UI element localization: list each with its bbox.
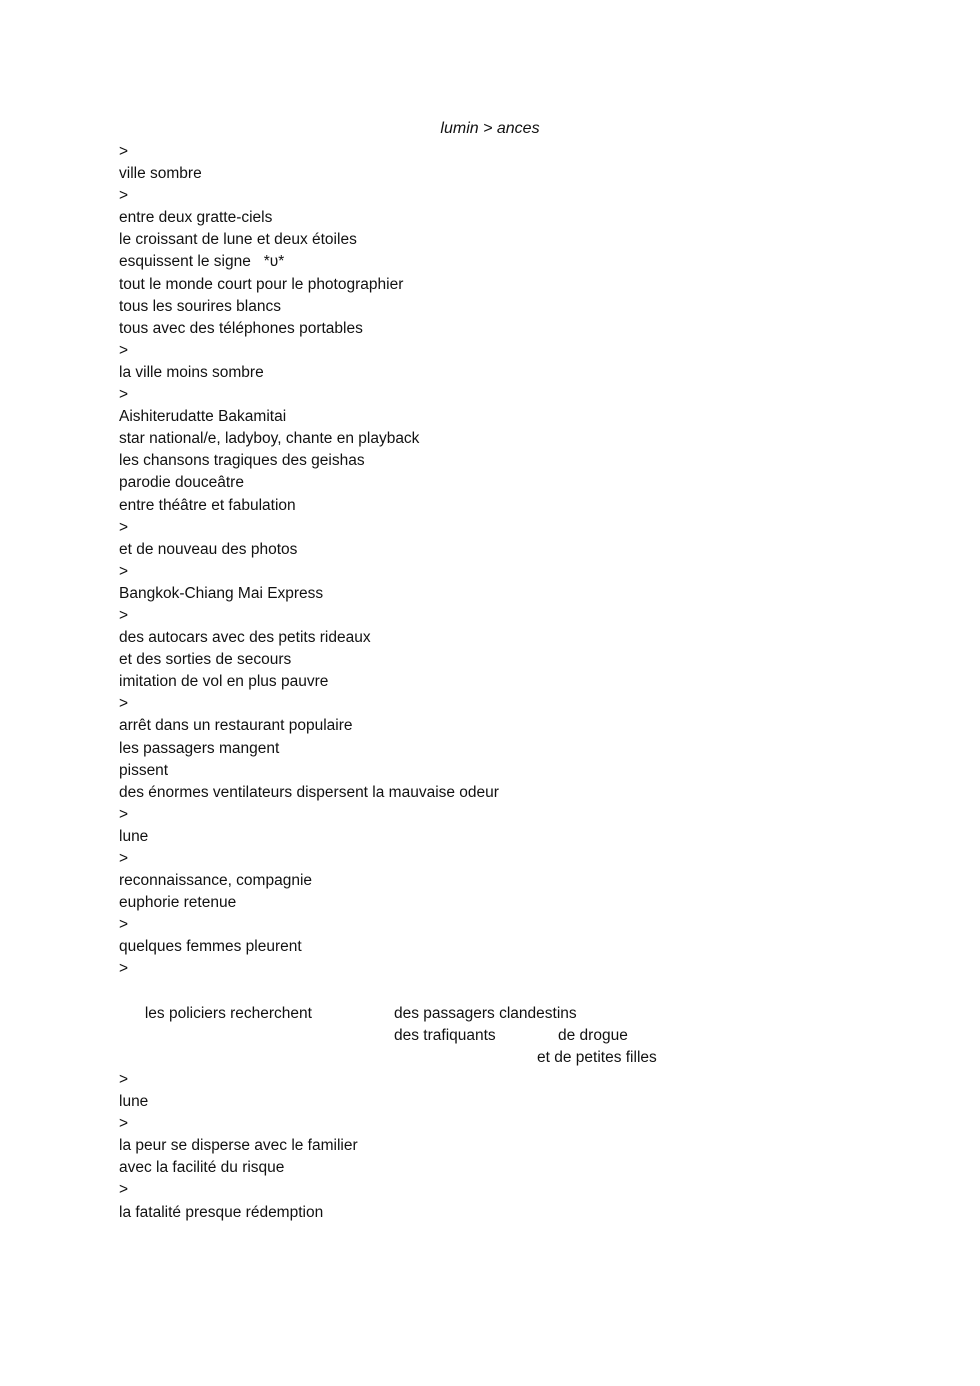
poem-line: arrêt dans un restaurant populaire: [119, 717, 353, 735]
poem-line: entre deux gratte-ciels: [119, 209, 273, 227]
split-line-police: [119, 981, 879, 1022]
poem-line: la fatalité presque rédemption: [119, 1203, 324, 1221]
poem-line: lune: [119, 827, 149, 845]
poem-line: >: [119, 916, 129, 934]
poem-line: >: [119, 1181, 129, 1199]
poem-line: tous avec des téléphones portables: [119, 319, 363, 337]
clandestins-text: des passagers clandestins: [394, 1004, 577, 1022]
poem-line: >: [119, 518, 129, 536]
poem-line: la peur se disperse avec le familier: [119, 1137, 358, 1155]
drogue-text: de drogue: [558, 1026, 628, 1044]
poem-line: pissent: [119, 761, 169, 779]
poem-line: euphorie retenue: [119, 894, 237, 912]
poem-line: parodie douceâtre: [119, 474, 244, 492]
poem-line: entre théâtre et fabulation: [119, 496, 296, 514]
poem-line: >: [119, 341, 129, 359]
poem-line: Aishiterudatte Bakamitai: [119, 408, 287, 426]
poem-line: >: [119, 850, 129, 867]
poem-line: >: [119, 960, 129, 978]
poem-line: des autocars avec des petits rideaux: [119, 629, 371, 647]
poem-line: et de nouveau des photos: [119, 540, 298, 558]
split-line-filles: [119, 1025, 879, 1066]
poem-line: la ville moins sombre: [119, 363, 264, 381]
poem-line: Bangkok-Chiang Mai Express: [119, 584, 324, 602]
poem-line: >: [119, 695, 129, 713]
poem-line: le croissant de lune et deux étoiles: [119, 231, 357, 249]
poem-line: >: [119, 386, 129, 404]
poem-line: >: [119, 606, 129, 624]
poem-line: lune: [119, 1093, 149, 1111]
filles-text: et de petites filles: [537, 1048, 657, 1066]
poem-line: et des sorties de secours: [119, 651, 292, 669]
poem-line: >: [119, 187, 129, 205]
poem-line: >: [119, 805, 129, 823]
poem-line: ville sombre: [119, 165, 202, 183]
poem-title: lumin > ances: [440, 120, 540, 137]
poem-line: avec la facilité du risque: [119, 1159, 285, 1177]
blank-line: [119, 1047, 879, 1069]
poem-line: esquissent le signe *υ*: [119, 253, 285, 271]
poem-line: tout le monde court pour le photographier: [119, 275, 404, 293]
poem-line: star national/e, ladyboy, chante en playback: [119, 430, 420, 448]
poem-line: >: [119, 1115, 129, 1133]
trafiquants-text: des trafiquants: [394, 1026, 496, 1044]
poem-line: >: [119, 143, 129, 160]
poem-line: >: [119, 1070, 129, 1088]
poem-line: tous les sourires blancs: [119, 297, 281, 315]
poem-line: les passagers mangent: [119, 739, 280, 757]
poem-line: des énormes ventilateurs dispersent la mauvaise odeur: [119, 783, 499, 801]
police-text: les policiers recherchent: [144, 1004, 312, 1022]
poem-line: imitation de vol en plus pauvre: [119, 673, 329, 691]
poem-line: >: [119, 562, 129, 580]
poem-line: reconnaissance, compagnie: [119, 872, 313, 890]
poem-line: les chansons tragiques des geishas: [119, 452, 365, 470]
poem-body: [119, 141, 879, 1224]
poem-line: quelques femmes pleurent: [119, 938, 302, 956]
